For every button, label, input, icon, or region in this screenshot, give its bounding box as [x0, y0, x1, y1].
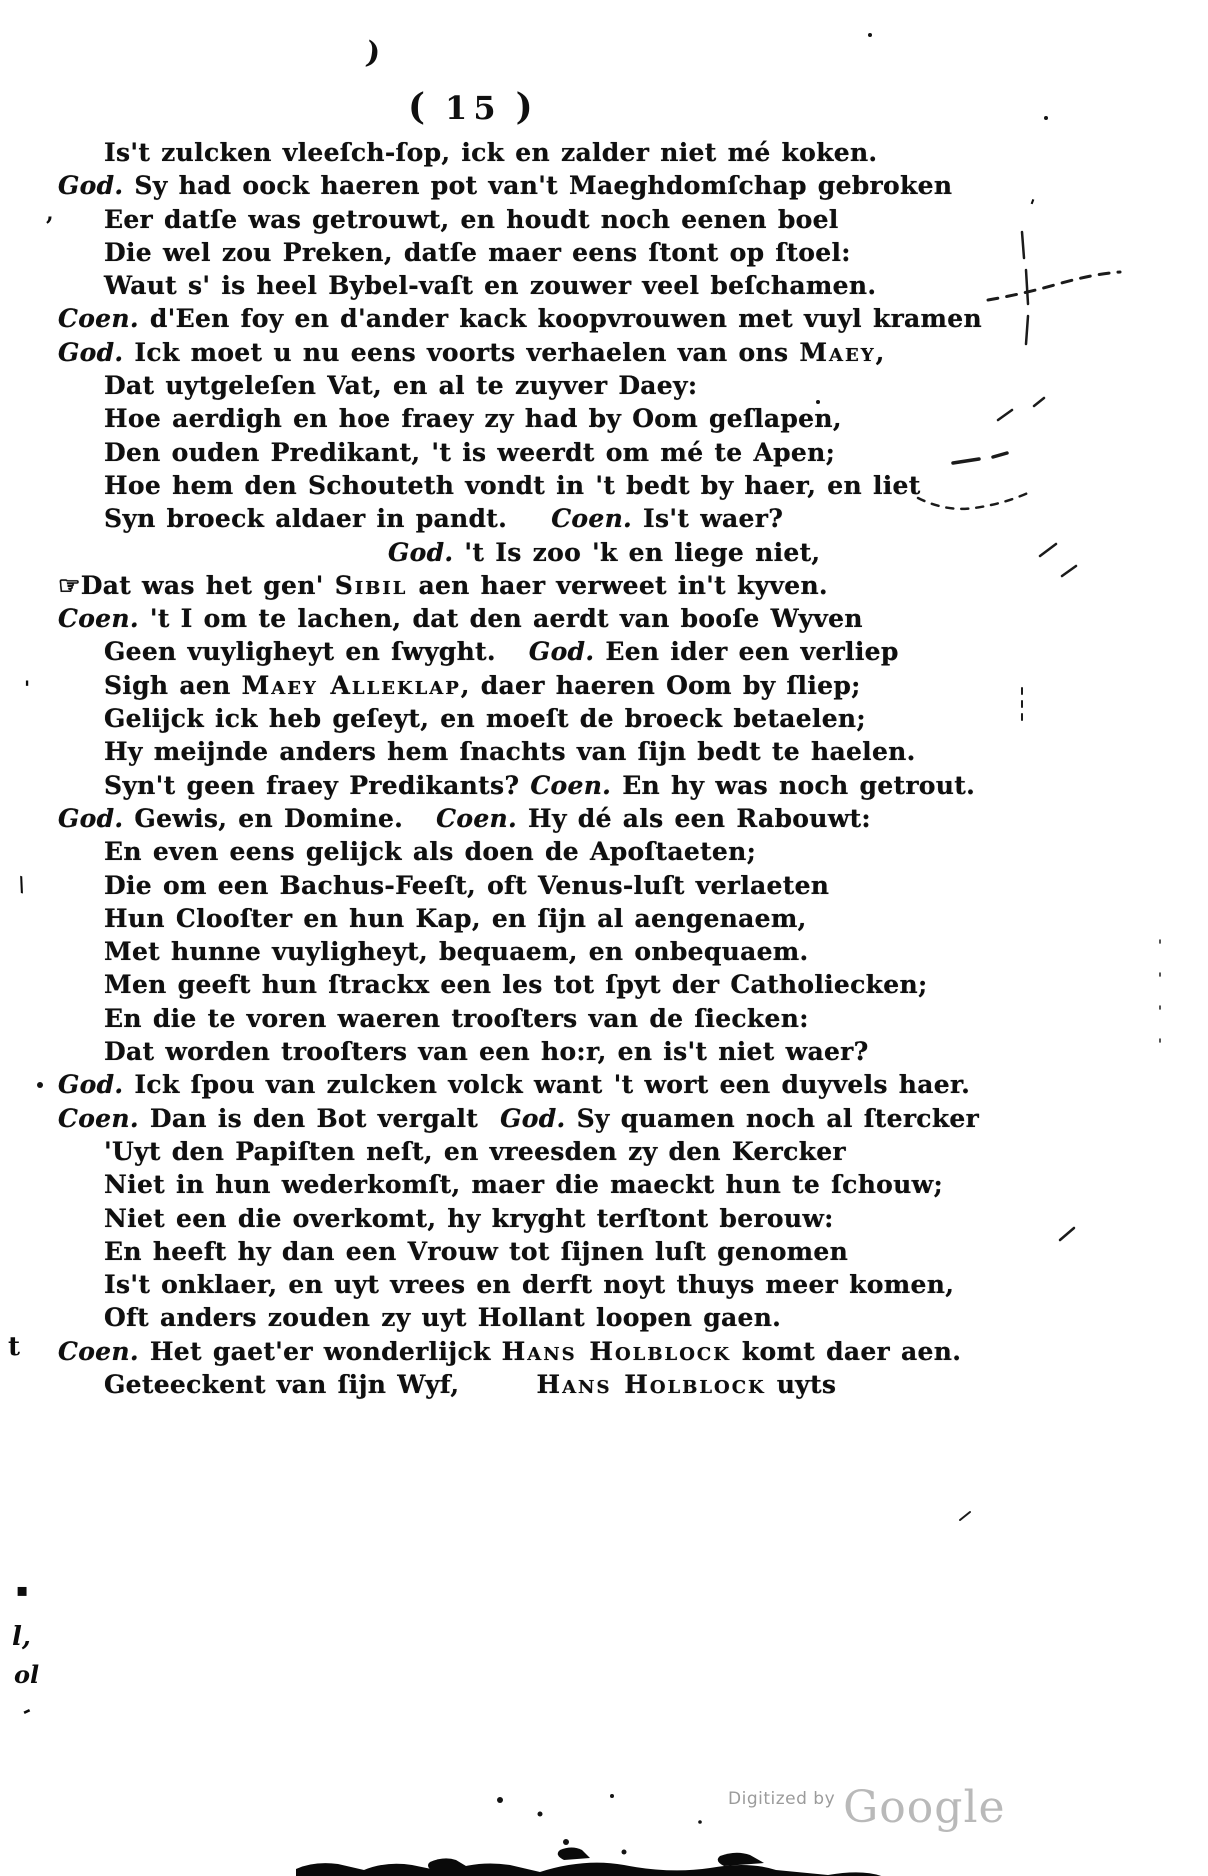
- text-line: [58, 671, 1138, 704]
- margin-ink-mark: ': [1024, 195, 1037, 218]
- verse-text: En hy was noch getrout.: [611, 770, 976, 800]
- verse-text: Gewis, en Domine.: [123, 803, 437, 833]
- text-line: [58, 504, 1138, 537]
- verse-text: Geteeckent van ſijn Wyf,: [104, 1369, 537, 1399]
- text-line: [58, 704, 1138, 737]
- verse-text: Met hunne vuyligheyt, bequaem, en onbequaem.: [104, 937, 809, 967]
- character-name: Maey: [799, 337, 876, 367]
- text-line: [58, 904, 1138, 937]
- verse-text: aen haer verweet in't kyven.: [407, 570, 828, 600]
- verse-text: Syn broeck aldaer in pandt.: [104, 504, 552, 534]
- poem: [58, 138, 1138, 1403]
- text-line: [58, 538, 1138, 571]
- verse-text: Is't zulcken vleeſch-ſop, ick en zalder niet mé koken.: [104, 138, 878, 167]
- text-line: [58, 404, 1138, 437]
- verse-text: Hun Clooſter en hun Kap, en ſijn al aengenaem,: [104, 903, 807, 933]
- verse-text: Hy meijnde anders hem ſnachts van ſijn bedt te haelen.: [104, 737, 916, 767]
- speaker-label: Coen.: [551, 504, 633, 534]
- verse-text: En heeft hy dan een Vrouw tot ſijnen luſt genomen: [104, 1236, 849, 1266]
- speaker-label: God.: [388, 537, 454, 567]
- verse-text: Dat worden trooſters van een ho:r, en is't niet waer?: [104, 1037, 869, 1067]
- margin-ink-mark: ▪: [16, 1580, 29, 1601]
- text-line: [58, 205, 1138, 238]
- text-line: [58, 1070, 1138, 1103]
- text-line: [58, 1037, 1138, 1070]
- verse-text: d'Een foy en d'ander kack koopvrouwen met vuyl kramen: [138, 304, 982, 334]
- verse-text: Is't waer?: [632, 504, 784, 534]
- verse-text: Waut s' is heel Bybel-vaſt en zouwer veel beſchamen.: [104, 271, 877, 301]
- margin-ink-mark: l,: [12, 1622, 31, 1652]
- text-line: [58, 1137, 1138, 1170]
- verse-text: , daer haeren Oom by ſliep;: [460, 670, 861, 700]
- text-line: [58, 637, 1138, 670]
- text-line: [58, 1170, 1138, 1203]
- margin-ink-mark: ol: [14, 1660, 40, 1689]
- stray-ink-paren: ): [363, 35, 383, 72]
- verse-text: Het gaet'er wonderlijck: [138, 1336, 502, 1366]
- verse-text: Niet in hun wederkomſt, maer die maeckt hun te ſchouw;: [104, 1170, 943, 1200]
- header-close-paren: ): [515, 86, 539, 128]
- character-name: Maey Alleklap: [241, 670, 461, 700]
- verse-text: Men geeft hun ſtrackx een les tot ſpyt der Catholiecken;: [104, 970, 928, 1000]
- text-line: [58, 737, 1138, 770]
- character-name: Hans Holblock: [501, 1336, 731, 1366]
- verse-text: uyts: [765, 1369, 837, 1399]
- text-line: [58, 138, 1138, 171]
- verse-text: Dat uytgeleſen Vat, en al te zuyver Daey:: [104, 371, 698, 401]
- text-line: [58, 1370, 1138, 1403]
- verse-text: Hoe aerdigh en hoe fraey zy had by Oom geſlapen,: [104, 404, 842, 434]
- text-line: [58, 471, 1138, 504]
- verse-text: Oft anders zouden zy uyt Hollant loopen gaen.: [104, 1303, 782, 1333]
- verse-text: En die te voren waeren trooſters van de ſiecken:: [104, 1003, 809, 1033]
- margin-ink-mark: ': [24, 676, 31, 700]
- speaker-label: Coen.: [58, 604, 139, 634]
- text-line: [58, 171, 1138, 204]
- verse-text: Sy quamen noch al ſtercker: [565, 1103, 980, 1133]
- speaker-label: God.: [58, 337, 124, 367]
- verse-text: 't I om te lachen, dat den aerdt van booſe Wyven: [138, 604, 863, 634]
- text-line: [58, 1337, 1138, 1370]
- speaker-label: Coen.: [58, 304, 139, 334]
- text-line: [58, 771, 1138, 804]
- verse-text: Eer datſe was getrouwt, en houdt noch eenen boel: [104, 204, 839, 234]
- speaker-label: God.: [58, 1070, 124, 1100]
- page-header: [408, 86, 628, 128]
- verse-text: ,: [875, 337, 885, 367]
- text-line: [58, 1270, 1138, 1303]
- verse-text: Sy had oock haeren pot van't Maeghdomſchap gebroken: [123, 171, 953, 201]
- text-line: [58, 338, 1138, 371]
- text-line: [58, 1237, 1138, 1270]
- speaker-label: God.: [58, 171, 124, 201]
- text-line: [58, 837, 1138, 870]
- verse-text: Hoe hem den Schouteth vondt in 't bedt by haer, en liet: [104, 470, 921, 500]
- margin-ink-mark: ,: [46, 200, 54, 226]
- speaker-label: Coen.: [436, 803, 518, 833]
- character-name: Sibil: [334, 570, 408, 600]
- text-line: [58, 1104, 1138, 1137]
- verse-text: ☞Dat was het gen': [58, 570, 335, 600]
- verse-text: Den ouden Predikant, 't is weerdt om mé te Apen;: [104, 437, 836, 467]
- text-line: [58, 1303, 1138, 1336]
- speaker-label: God.: [58, 803, 124, 833]
- speaker-label: God.: [528, 637, 595, 667]
- margin-ink-mark: -: [17, 1697, 35, 1723]
- text-line: [58, 438, 1138, 471]
- text-line: [58, 970, 1138, 1003]
- verse-text: Die om een Bachus-Feeſt, oft Venus-luſt verlaeten: [104, 870, 830, 900]
- text-line: [58, 271, 1138, 304]
- verse-text: Ick moet u nu eens voorts verhaelen van ons: [123, 337, 800, 367]
- verse-text: Is't onklaer, en uyt vrees en derft noyt thuys meer komen,: [104, 1270, 955, 1300]
- verse-text: Dan is den Bot vergalt: [138, 1103, 501, 1133]
- verse-text: Hy dé als een Rabouwt:: [517, 803, 871, 833]
- verse-text: Syn't geen fraey Predikants?: [104, 770, 531, 800]
- verse-text: Geen vuyligheyt en ſwyght.: [104, 637, 529, 667]
- verse-text: Gelijck ick heb geſeyt, en moeſt de broeck betaelen;: [104, 704, 866, 734]
- verse-text: Een ider een verliep: [594, 637, 899, 667]
- text-line: [58, 1004, 1138, 1037]
- header-open-paren: (: [408, 86, 432, 128]
- text-line: [58, 871, 1138, 904]
- text-line: [58, 937, 1138, 970]
- verse-text: Ick ſpou van zulcken volck want 't wort een duyvels haer.: [123, 1070, 971, 1100]
- verse-text: 'Uyt den Papiſten neſt, en vreesden zy den Kercker: [104, 1136, 846, 1166]
- text-line: [58, 371, 1138, 404]
- margin-ink-mark: \: [15, 871, 29, 897]
- page-number: 15: [445, 89, 502, 127]
- watermark-prefix: Digitized by: [728, 1789, 836, 1809]
- text-line: [58, 304, 1138, 337]
- digitization-watermark: [728, 1782, 1006, 1833]
- speaker-label: Coen.: [58, 1103, 139, 1133]
- verse-text: komt daer aen.: [730, 1336, 962, 1366]
- text-line: [58, 571, 1138, 604]
- text-line: [58, 604, 1138, 637]
- verse-text: 't Is zoo 'k en liege niet,: [453, 537, 821, 567]
- verse-text: Die wel zou Preken, datſe maer eens ſtont op ſtoel:: [104, 237, 851, 267]
- character-name: Hans Holblock: [536, 1369, 766, 1399]
- margin-ink-mark: t: [8, 1332, 21, 1362]
- speaker-label: God.: [500, 1103, 566, 1133]
- google-logo: Google: [843, 1782, 1006, 1833]
- text-line: [58, 804, 1138, 837]
- verse-text: Sigh aen: [104, 670, 242, 700]
- verse-text: Niet een die overkomt, hy kryght terſtont berouw:: [104, 1203, 834, 1233]
- speaker-label: Coen.: [58, 1336, 139, 1366]
- speaker-label: Coen.: [530, 770, 612, 800]
- verse-text: En even eens gelijck als doen de Apoſtaeten;: [104, 837, 757, 867]
- text-line: [58, 1204, 1138, 1237]
- text-line: [58, 238, 1138, 271]
